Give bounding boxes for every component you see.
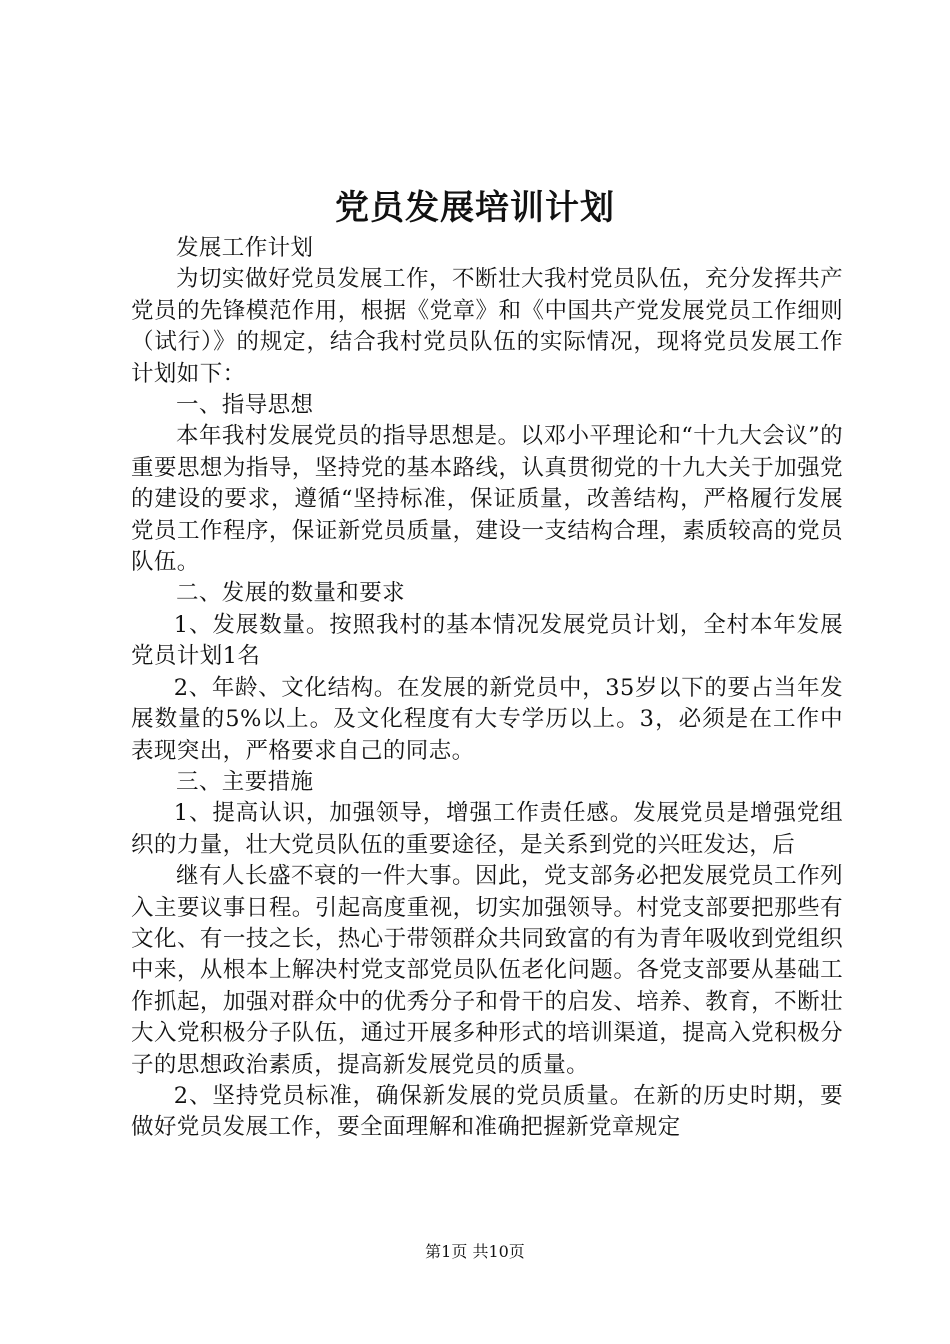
paragraph: 2、年龄、文化结构。在发展的新党员中，35岁以下的要占当年发展数量的5%以上。及文化程度有大专学历以上。3，必须是在工作中表现突出，严格要求自己的同志。 [131,674,843,764]
page-footer: 第1页 共10页 [425,1242,525,1261]
paragraph: 2、坚持党员标准，确保新发展的党员质量。在新的历史时期，要做好党员发展工作，要全面理解和准确把握新党章规定 [131,1082,843,1141]
section-heading: 二、发展的数量和要求 [176,580,406,607]
paragraph: 1、发展数量。按照我村的基本情况发展党员计划，全村本年发展党员计划1名 [131,611,843,670]
paragraph: 本年我村发展党员的指导思想是。以邓小平理论和“十九大会议”的重要思想为指导，坚持党的基本路线，认真贯彻党的十九大关于加强党的建设的要求，遵循“坚持标准，保证质量，改善结构，严格履行发展党员工作程序，保证新党员质量，建设一支结构合理，素质较高的党员队伍。 [131,423,843,576]
section-heading: 发展工作计划 [176,235,314,261]
document-title: 党员发展培训计划 [335,188,615,228]
paragraph: 继有人长盛不衰的一件大事。因此，党支部务必把发展党员工作列入主要议事日程。引起高度重视，切实加强领导。村党支部要把那些有文化、有一技之长，热心于带领群众共同致富的有为青年吸收到党组织中来，从根本上解决村党支部党员队伍老化问题。各党支部要从基础工作抓起，加强对群众中的优秀分子和骨干的启发、培养、教育，不断壮大入党积极分子队伍，通过开展多种形式的培训渠道，提高入党积极分子的思想政治素质，提高新发展党员的质量。 [131,863,843,1078]
paragraph: 为切实做好党员发展工作，不断壮大我村党员队伍，充分发挥共产党员的先锋模范作用，根据《党章》和《中国共产党发展党员工作细则（试行）》的规定，结合我村党员队伍的实际情况，现将党员发展工作计划如下： [131,266,843,387]
document-body [131,233,843,1144]
paragraph: 1、提高认识，加强领导，增强工作责任感。发展党员是增强党组织的力量，壮大党员队伍的重要途径，是关系到党的兴旺发达，后 [131,800,843,858]
section-heading: 一、指导思想 [176,392,314,419]
section-heading: 三、主要措施 [176,768,314,795]
